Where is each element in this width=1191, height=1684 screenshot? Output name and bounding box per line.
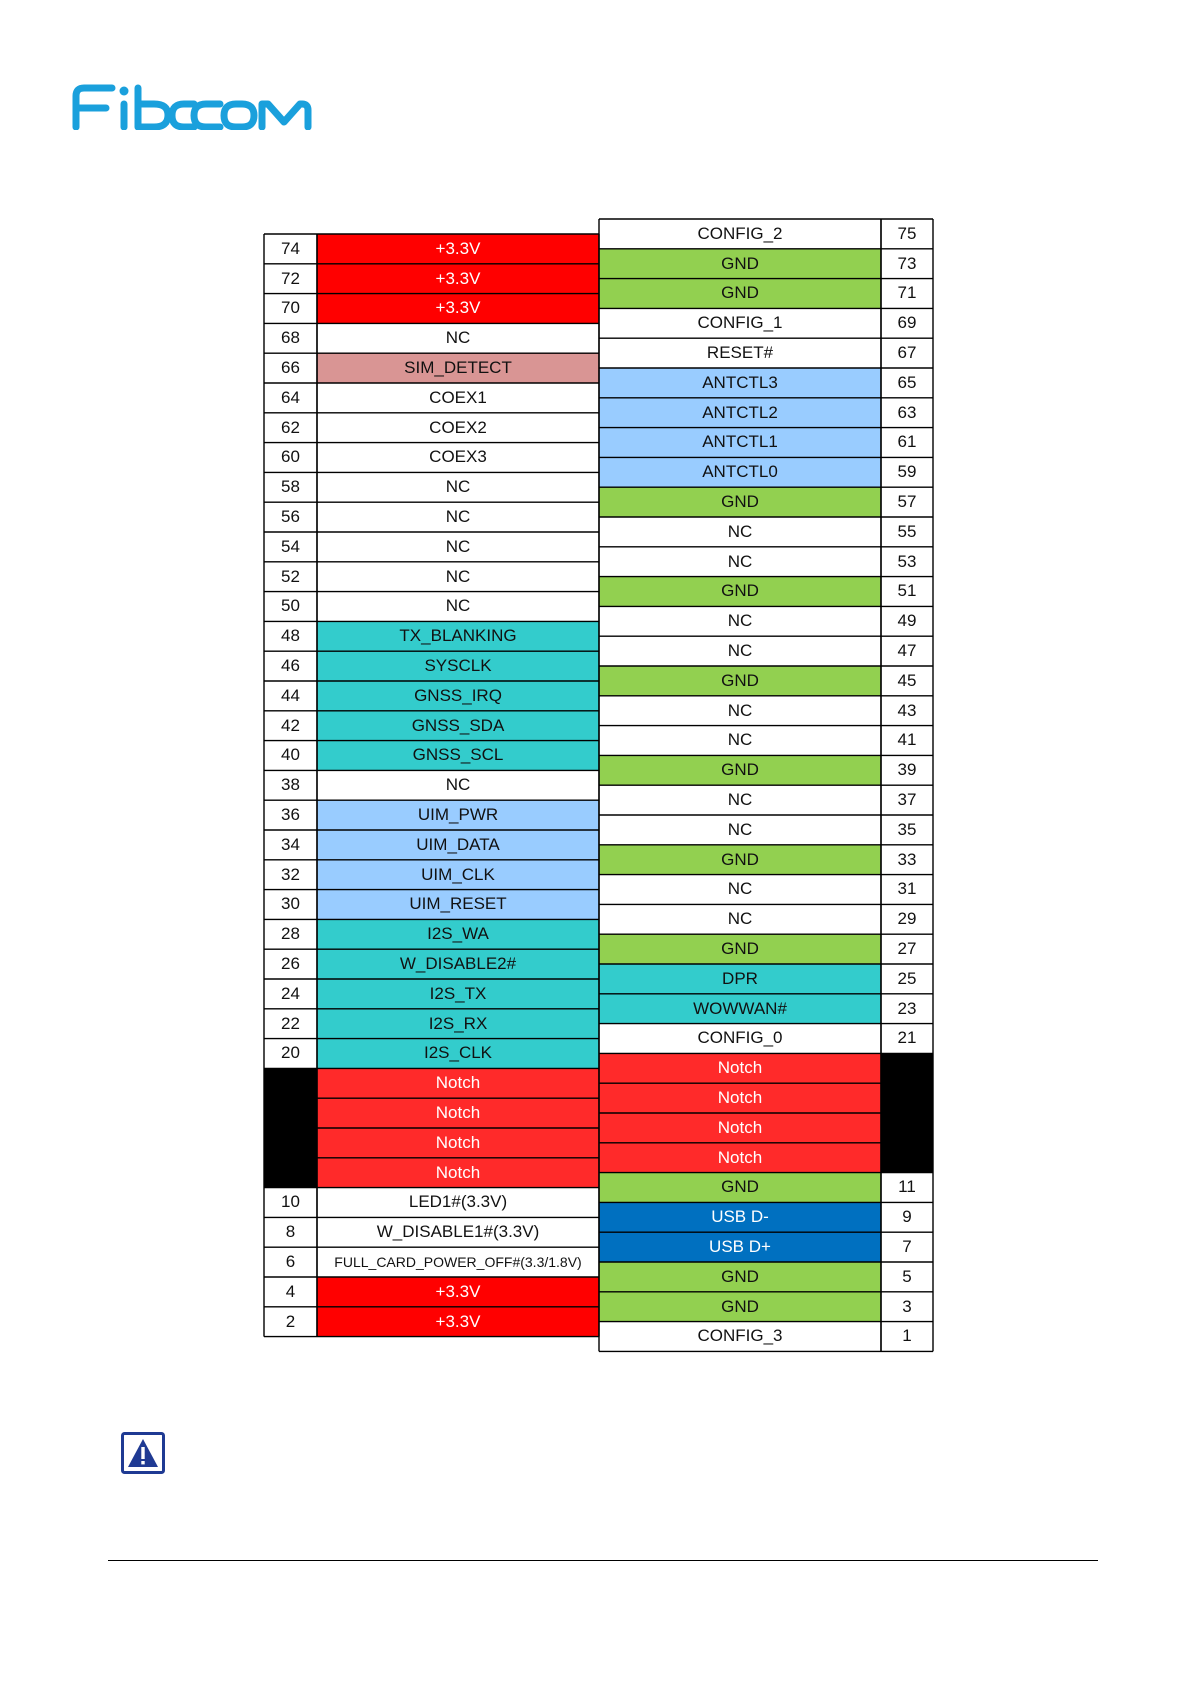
right-signal-71: GND [599, 279, 881, 309]
right-pin-number: 55 [897, 521, 917, 541]
right-pin-number: 39 [897, 760, 917, 780]
right-signal-35: NC [599, 815, 881, 845]
left-pin-number: 4 [285, 1281, 296, 1301]
left-signal-22: I2S_RX [317, 1009, 599, 1039]
left-signal-10: LED1#(3.3V) [317, 1188, 599, 1218]
left-signal-50: NC [317, 592, 599, 622]
left-signal-68: NC [317, 323, 599, 353]
left-pin-number: 10 [281, 1192, 300, 1212]
left-pin-number: 38 [281, 775, 300, 795]
right-pin-number: 61 [897, 432, 917, 452]
left-pin-number: 50 [281, 596, 300, 616]
right-signal-29: NC [599, 904, 881, 934]
right-signal-63: ANTCTL2 [599, 398, 881, 428]
left-signal-48: TX_BLANKING [317, 621, 599, 651]
right-pin-number: 37 [897, 790, 917, 810]
right-signal-73: GND [599, 249, 881, 279]
left-signal-42: GNSS_SDA [317, 711, 599, 741]
left-signal-34: UIM_DATA [317, 830, 599, 860]
warning-icon [121, 1432, 165, 1479]
right-pin-number: 69 [897, 313, 917, 333]
right-signal-37: NC [599, 785, 881, 815]
left-signal-36: UIM_PWR [317, 800, 599, 830]
left-signal-4: +3.3V [317, 1277, 599, 1307]
right-signal-7: USB D+ [599, 1232, 881, 1262]
left-pin-number: 74 [281, 238, 300, 258]
right-pin-number: 75 [897, 223, 917, 243]
right-notch-block [881, 1053, 933, 1172]
left-signal-32: UIM_CLK [317, 860, 599, 890]
left-signal-52: NC [317, 562, 599, 592]
left-signal-notch-31: Notch [317, 1158, 599, 1188]
left-pin-number: 70 [281, 298, 300, 318]
right-pin-number: 53 [897, 551, 917, 571]
fibocom-logo [72, 84, 344, 130]
left-signal-28: I2S_WA [317, 919, 599, 949]
right-pin-number: 5 [902, 1266, 912, 1286]
left-pin-number: 8 [285, 1222, 296, 1242]
right-pin-number: 33 [897, 849, 917, 869]
left-signal-62: COEX2 [317, 413, 599, 443]
left-pin-number: 34 [281, 834, 300, 854]
right-pin-number: 11 [898, 1177, 916, 1197]
right-signal-39: GND [599, 755, 881, 785]
right-pin-number: 45 [897, 670, 917, 690]
left-signal-60: COEX3 [317, 443, 599, 473]
left-pin-number: 42 [281, 715, 300, 735]
left-signal-24: I2S_TX [317, 979, 599, 1009]
right-pin-number: 49 [897, 611, 917, 631]
right-signal-61: ANTCTL1 [599, 428, 881, 458]
right-signal-5: GND [599, 1262, 881, 1292]
right-signal-31: NC [599, 875, 881, 905]
right-signal-45: GND [599, 666, 881, 696]
right-signal-49: NC [599, 606, 881, 636]
right-signal-notch-31: Notch [599, 1143, 881, 1173]
right-pin-number: 31 [897, 879, 917, 899]
right-signal-75: CONFIG_2 [599, 219, 881, 249]
left-pin-number: 54 [281, 536, 300, 556]
right-signal-11: GND [599, 1173, 881, 1203]
left-pin-number: 30 [281, 894, 300, 914]
left-signal-70: +3.3V [317, 294, 599, 324]
left-signal-54: NC [317, 532, 599, 562]
footer-divider [108, 1560, 1098, 1561]
right-pin-number: 63 [897, 402, 917, 422]
right-pin-number: 59 [897, 462, 917, 482]
left-pin-number: 66 [281, 358, 300, 378]
left-pin-number: 60 [281, 447, 300, 467]
right-signal-25: DPR [599, 964, 881, 994]
right-signal-21: CONFIG_0 [599, 1024, 881, 1054]
left-pin-number: 56 [281, 507, 300, 527]
left-pin-number: 40 [281, 745, 300, 765]
left-pin-number: 48 [281, 626, 300, 646]
left-signal-46: SYSCLK [317, 651, 599, 681]
right-pin-number: 7 [902, 1237, 912, 1257]
right-signal-1: CONFIG_3 [599, 1322, 881, 1352]
right-pin-number: 27 [897, 939, 917, 959]
left-signal-8: W_DISABLE1#(3.3V) [317, 1217, 599, 1247]
right-signal-67: RESET# [599, 338, 881, 368]
left-pin-number: 46 [281, 656, 300, 676]
right-pin-number: 71 [897, 283, 917, 303]
right-pin-number: 1 [902, 1326, 912, 1346]
right-signal-notch-29: Notch [599, 1083, 881, 1113]
left-pin-number: 26 [281, 954, 300, 974]
right-signal-43: NC [599, 696, 881, 726]
right-pin-number: 9 [902, 1207, 912, 1227]
left-signal-20: I2S_CLK [317, 1039, 599, 1069]
left-pin-number: 72 [281, 268, 300, 288]
right-signal-notch-28: Notch [599, 1053, 881, 1083]
right-pin-number: 35 [897, 819, 917, 839]
left-pin-number: 20 [281, 1043, 300, 1063]
left-signal-58: NC [317, 472, 599, 502]
right-pin-number: 29 [897, 909, 917, 929]
right-pin-number: 25 [897, 968, 917, 988]
right-signal-41: NC [599, 726, 881, 756]
right-signal-9: USB D- [599, 1202, 881, 1232]
left-signal-64: COEX1 [317, 383, 599, 413]
left-pin-number: 6 [285, 1252, 296, 1272]
right-signal-51: GND [599, 577, 881, 607]
right-signal-notch-30: Notch [599, 1113, 881, 1143]
left-signal-38: NC [317, 770, 599, 800]
right-pin-number: 73 [897, 253, 917, 273]
right-pin-number: 57 [897, 492, 917, 512]
right-signal-55: NC [599, 517, 881, 547]
left-pin-number: 22 [281, 1013, 300, 1033]
right-pin-number: 23 [897, 998, 917, 1018]
left-signal-74: +3.3V [317, 234, 599, 264]
left-signal-40: GNSS_SCL [317, 741, 599, 771]
right-signal-47: NC [599, 636, 881, 666]
left-pin-number: 62 [281, 417, 300, 437]
right-signal-23: WOWWAN# [599, 994, 881, 1024]
left-signal-6: FULL_CARD_POWER_OFF#(3.3/1.8V) [317, 1247, 599, 1277]
right-signal-27: GND [599, 934, 881, 964]
right-signal-33: GND [599, 845, 881, 875]
right-pin-number: 67 [897, 343, 917, 363]
right-pin-number: 41 [897, 730, 917, 750]
right-signal-3: GND [599, 1292, 881, 1322]
left-pin-number: 36 [281, 805, 300, 825]
right-signal-69: CONFIG_1 [599, 308, 881, 338]
right-pin-number: 3 [902, 1296, 912, 1316]
right-signal-65: ANTCTL3 [599, 368, 881, 398]
left-pin-number: 2 [285, 1311, 296, 1331]
right-signal-53: NC [599, 547, 881, 577]
left-pin-number: 32 [281, 864, 300, 884]
left-signal-30: UIM_RESET [317, 890, 599, 920]
left-pin-number: 52 [281, 566, 300, 586]
right-pin-number: 43 [897, 700, 917, 720]
left-signal-26: W_DISABLE2# [317, 949, 599, 979]
left-signal-72: +3.3V [317, 264, 599, 294]
left-signal-56: NC [317, 502, 599, 532]
left-signal-44: GNSS_IRQ [317, 681, 599, 711]
left-signal-notch-30: Notch [317, 1128, 599, 1158]
left-pin-number: 68 [281, 328, 300, 348]
right-pin-number: 47 [897, 641, 917, 661]
left-signal-notch-29: Notch [317, 1098, 599, 1128]
right-signal-57: GND [599, 487, 881, 517]
left-notch-block [264, 1068, 317, 1187]
left-signal-notch-28: Notch [317, 1068, 599, 1098]
left-signal-2: +3.3V [317, 1307, 599, 1337]
right-signal-59: ANTCTL0 [599, 457, 881, 487]
right-pin-number: 21 [897, 1028, 917, 1048]
left-pin-number: 64 [281, 387, 300, 407]
left-pin-number: 28 [281, 924, 300, 944]
right-pin-number: 51 [897, 581, 917, 601]
right-pin-number: 65 [897, 372, 917, 392]
left-pin-number: 44 [281, 685, 300, 705]
left-pin-number: 24 [281, 983, 300, 1003]
left-pin-number: 58 [281, 477, 300, 497]
left-signal-66: SIM_DETECT [317, 353, 599, 383]
